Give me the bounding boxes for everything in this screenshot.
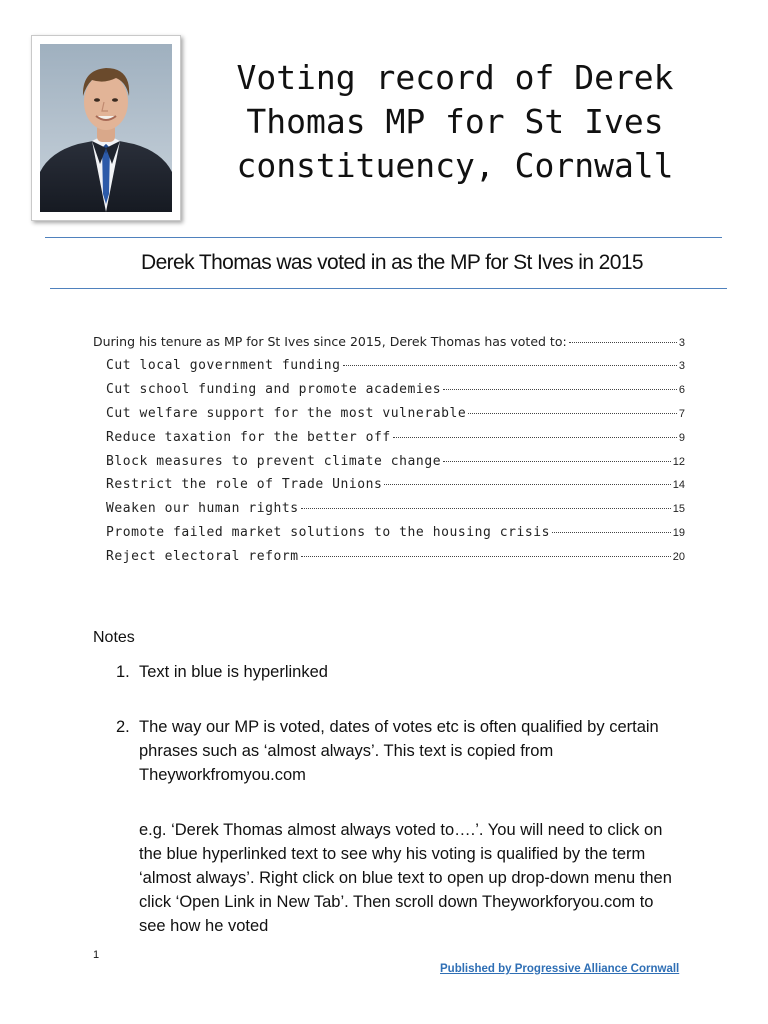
toc-leader-dots [301, 508, 671, 509]
toc-item-housing[interactable] [106, 523, 685, 543]
toc-leader-dots [393, 437, 677, 438]
toc-item-page: 20 [672, 551, 685, 563]
toc-item-label: Cut local government funding [106, 358, 341, 373]
note-number: 1. [116, 663, 130, 681]
toc-item-page: 6 [678, 384, 685, 396]
title-line-3: constituency, Cornwall [236, 146, 674, 185]
page-number: 1 [93, 949, 100, 961]
title-line-2: Thomas MP for St Ives [246, 102, 664, 141]
toc-item-school-funding[interactable] [106, 380, 685, 400]
note-text: Text in blue is hyperlinked [139, 663, 328, 681]
document-title [200, 56, 710, 188]
title-line-1: Voting record of Derek [236, 58, 674, 97]
note-example-text: e.g. ‘Derek Thomas almost always voted to….’. You will need to click on the blue hyperlinked text to see why his voting is qualified by the term ‘almost always’. Right click on blue text to open up drop-down menu then click ‘Open Link in New Tab’. Then scroll down Theyworkforyou.com to see how he voted [139, 821, 672, 935]
toc-item-label: Promote failed market solutions to the housing crisis [106, 525, 550, 540]
note-number: 2. [116, 718, 130, 736]
toc-leader-dots [443, 461, 671, 462]
bottom-rule [50, 288, 727, 289]
toc-item-page: 15 [672, 503, 685, 515]
toc-leader-dots [301, 556, 671, 557]
toc-item-trade-unions[interactable] [106, 475, 685, 495]
document-subtitle: Derek Thomas was voted in as the MP for St Ives in 2015 [141, 251, 643, 274]
toc-item-taxation[interactable] [106, 428, 685, 448]
toc-intro-row[interactable] [93, 332, 685, 352]
toc-intro-page: 3 [678, 337, 685, 349]
toc-leader-dots [468, 413, 677, 414]
toc-leader-dots [552, 532, 671, 533]
toc-item-label: Cut welfare support for the most vulnerable [106, 406, 467, 421]
toc-item-page: 7 [678, 408, 685, 420]
toc-intro-label: During his tenure as MP for St Ives since 2015, Derek Thomas has voted to: [93, 334, 567, 349]
toc-leader-dots [569, 342, 677, 343]
toc-item-climate-change[interactable] [106, 452, 685, 472]
toc-item-label: Weaken our human rights [106, 501, 299, 516]
toc-item-human-rights[interactable] [106, 499, 685, 519]
top-rule [45, 237, 722, 238]
toc-item-page: 14 [672, 479, 685, 491]
note-text: The way our MP is voted, dates of votes etc is often qualified by certain phrases such as ‘almost always’. This text is copied from Theyworkfromyou.com [139, 718, 659, 784]
toc-item-page: 3 [678, 360, 685, 372]
toc-item-label: Reject electoral reform [106, 549, 299, 564]
toc-item-label: Restrict the role of Trade Unions [106, 477, 383, 492]
toc-item-page: 12 [672, 456, 685, 468]
toc-item-welfare[interactable] [106, 404, 685, 424]
toc-leader-dots [384, 484, 670, 485]
toc-item-page: 9 [678, 432, 685, 444]
toc-item-electoral-reform[interactable] [106, 547, 685, 567]
notes-heading: Notes [93, 629, 135, 646]
toc-item-label: Block measures to prevent climate change [106, 454, 442, 469]
publisher-link[interactable]: Published by Progressive Alliance Cornwall [440, 963, 680, 975]
toc-leader-dots [443, 389, 677, 390]
toc-item-label: Cut school funding and promote academies [106, 382, 442, 397]
toc-leader-dots [343, 365, 677, 366]
toc-item-local-government[interactable] [106, 356, 685, 376]
mp-portrait-frame [31, 35, 181, 221]
toc-item-label: Reduce taxation for the better off [106, 430, 391, 445]
mp-portrait-photo [40, 44, 172, 212]
toc-item-page: 19 [672, 527, 685, 539]
